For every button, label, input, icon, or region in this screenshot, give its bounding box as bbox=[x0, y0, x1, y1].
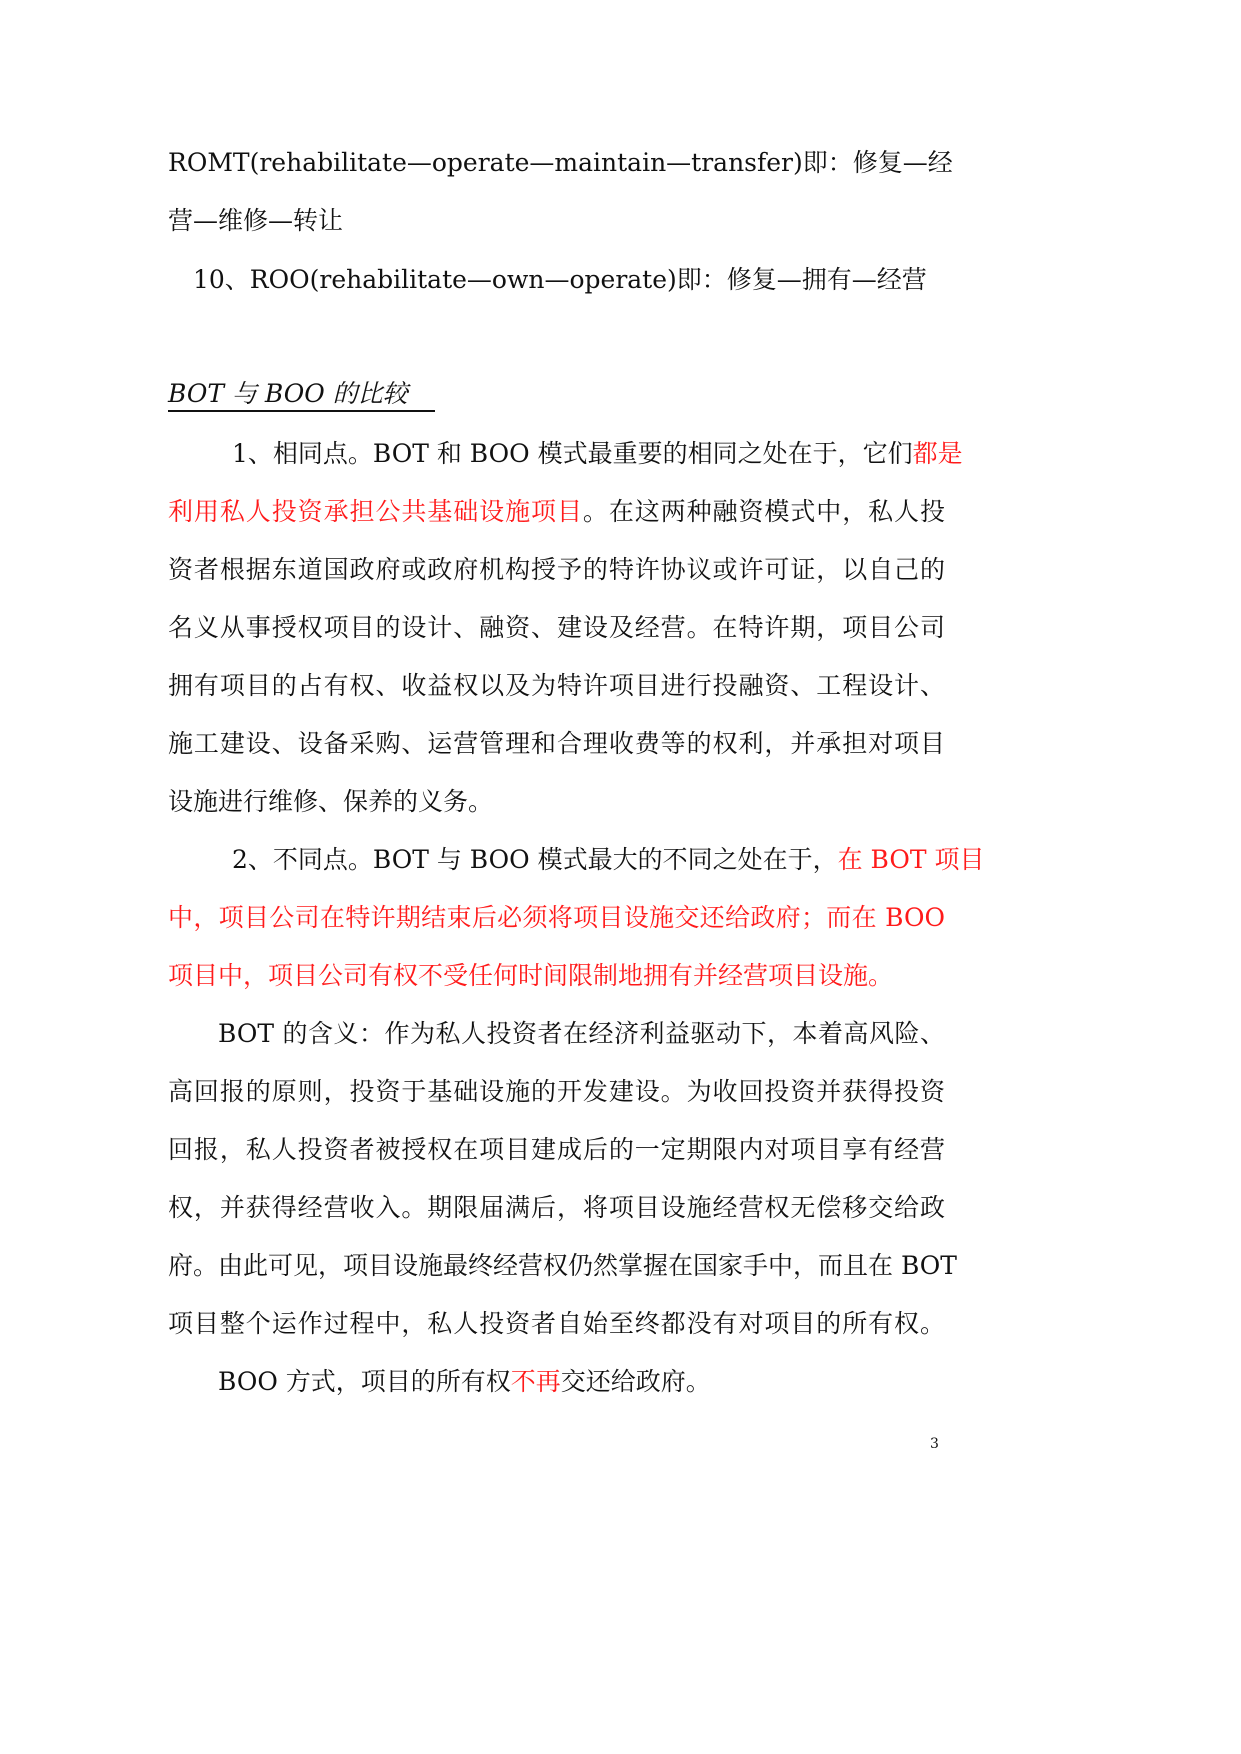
text-segment: 施工建设、设备采购、运营管理和合理收费等的权利，并承担对项目 bbox=[168, 729, 945, 758]
text-line bbox=[168, 1190, 945, 1226]
text-line bbox=[168, 784, 945, 820]
text-segment: 2、不同点。BOT 与 BOO 模式最大的不同之处在于， bbox=[232, 845, 838, 874]
highlighted-text: 都是 bbox=[912, 439, 963, 468]
highlighted-text: 项目中，项目公司有权不受任何时间限制地拥有并经营项目设施。 bbox=[168, 961, 894, 990]
text-segment: 权，并获得经营收入。期限届满后，将项目设施经营权无偿移交给政 bbox=[168, 1193, 945, 1222]
page-number: 3 bbox=[930, 1436, 939, 1452]
highlighted-text: 利用私人投资承担公共基础设施项目 bbox=[168, 497, 583, 526]
text-line bbox=[168, 494, 945, 530]
text-line bbox=[168, 958, 945, 994]
text-line bbox=[218, 1364, 995, 1400]
text-segment: 营—维修—转让 bbox=[168, 206, 344, 235]
highlighted-text: 在 BOT 项目 bbox=[837, 845, 985, 874]
text-line bbox=[168, 145, 953, 181]
text-segment: 府。由此可见，项目设施最终经营权仍然掌握在国家手中，而且在 BOT bbox=[168, 1251, 957, 1280]
highlighted-text: 不再 bbox=[510, 1367, 561, 1396]
text-segment: BOO 方式，项目的所有权 bbox=[218, 1367, 511, 1396]
text-line bbox=[168, 1132, 945, 1168]
text-line bbox=[168, 203, 945, 239]
text-line bbox=[168, 900, 945, 936]
text-segment: 10、ROO(rehabilitate—own—operate)即：修复—拥有—经营 bbox=[193, 265, 927, 294]
text-segment: 回报，私人投资者被授权在项目建成后的一定期限内对项目享有经营 bbox=[168, 1135, 945, 1164]
text-segment: 交还给政府。 bbox=[560, 1367, 711, 1396]
text-line bbox=[232, 842, 985, 878]
text-line bbox=[168, 1248, 957, 1284]
text-line bbox=[168, 552, 945, 588]
text-segment: 资者根据东道国政府或政府机构授予的特许协议或许可证，以自己的 bbox=[168, 555, 945, 584]
text-segment: 设施进行维修、保养的义务。 bbox=[168, 787, 494, 816]
text-segment: 拥有项目的占有权、收益权以及为特许项目进行投融资、工程设计、 bbox=[168, 671, 945, 700]
text-segment: 高回报的原则，投资于基础设施的开发建设。为收回投资并获得投资 bbox=[168, 1077, 945, 1106]
text-line bbox=[168, 1306, 945, 1342]
text-line bbox=[218, 1016, 945, 1052]
text-segment: 。在这两种融资模式中，私人投 bbox=[582, 497, 945, 526]
section-heading: BOT 与 BOO 的比较 bbox=[168, 378, 435, 412]
text-line bbox=[168, 610, 945, 646]
text-line bbox=[232, 436, 963, 472]
text-segment: BOT 的含义：作为私人投资者在经济利益驱动下，本着高风险、 bbox=[218, 1019, 945, 1048]
text-line bbox=[168, 668, 945, 704]
text-segment: 项目整个运作过程中，私人投资者自始至终都没有对项目的所有权。 bbox=[168, 1309, 945, 1338]
highlighted-text: 中，项目公司在特许期结束后必须将项目设施交还给政府；而在 BOO bbox=[168, 903, 945, 932]
text-line bbox=[168, 726, 945, 762]
text-line bbox=[168, 1074, 945, 1110]
text-segment: ROMT(rehabilitate—operate—maintain—transfer)即：修复—经 bbox=[168, 148, 953, 177]
text-line bbox=[193, 262, 927, 298]
text-segment: 1、相同点。BOT 和 BOO 模式最重要的相同之处在于，它们 bbox=[232, 439, 913, 468]
text-segment: 名义从事授权项目的设计、融资、建设及经营。在特许期，项目公司 bbox=[168, 613, 945, 642]
